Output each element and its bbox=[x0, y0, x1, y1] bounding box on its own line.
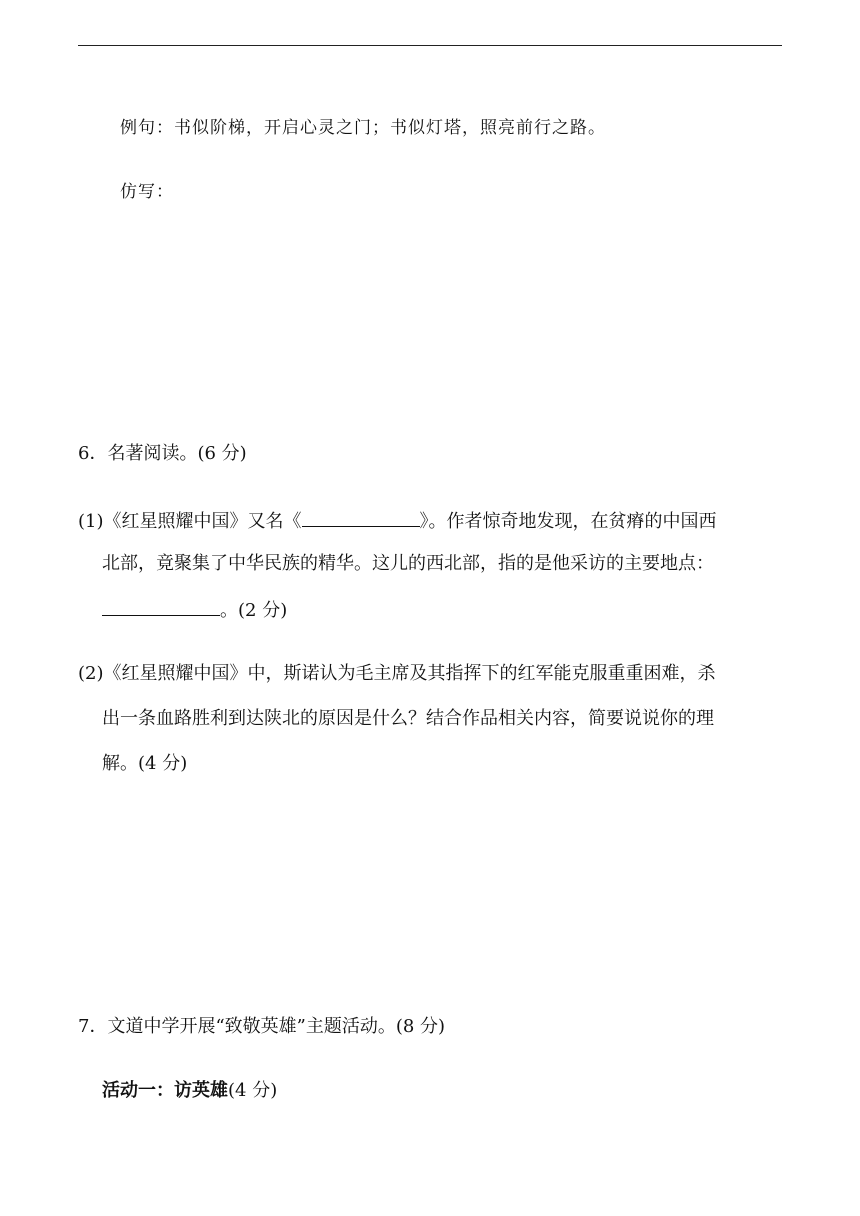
q6-part1-line1 bbox=[78, 508, 717, 534]
header-rule bbox=[78, 45, 782, 46]
q7-title: 7．文道中学开展“致敬英雄”主题活动。(8 分) bbox=[78, 1016, 446, 1037]
answer-blank-alt-title[interactable] bbox=[302, 508, 420, 527]
q5-example-sentence: 例句：书似阶梯，开启心灵之门；书似灯塔，照亮前行之路。 bbox=[120, 118, 606, 138]
q5-imitate-label: 仿写： bbox=[120, 182, 174, 202]
answer-blank-location[interactable] bbox=[102, 597, 220, 616]
q6-part1-score: 。(2 分) bbox=[220, 600, 288, 621]
q6-part1-text-a: (1)《红星照耀中国》又名《 bbox=[78, 511, 302, 532]
activity1-score: (4 分) bbox=[228, 1080, 278, 1101]
q6-part2-line2: 出一条血路胜利到达陕北的原因是什么？结合作品相关内容，简要说说你的理 bbox=[102, 708, 714, 729]
q6-part2-line3: 解。(4 分) bbox=[102, 753, 188, 774]
q6-title: 6．名著阅读。(6 分) bbox=[78, 443, 247, 464]
q7-activity1-heading bbox=[102, 1079, 277, 1103]
activity1-label: 活动一：访英雄 bbox=[102, 1080, 228, 1101]
q6-part1-text-b: 》。作者惊奇地发现，在贫瘠的中国西 bbox=[419, 511, 717, 532]
q6-part1-line2: 北部，竟聚集了中华民族的精华。这儿的西北部，指的是他采访的主要地点： bbox=[102, 553, 714, 574]
q6-part1-line3 bbox=[102, 597, 287, 623]
q6-part2-line1: (2)《红星照耀中国》中，斯诺认为毛主席及其指挥下的红军能克服重重困难，杀 bbox=[78, 663, 716, 684]
